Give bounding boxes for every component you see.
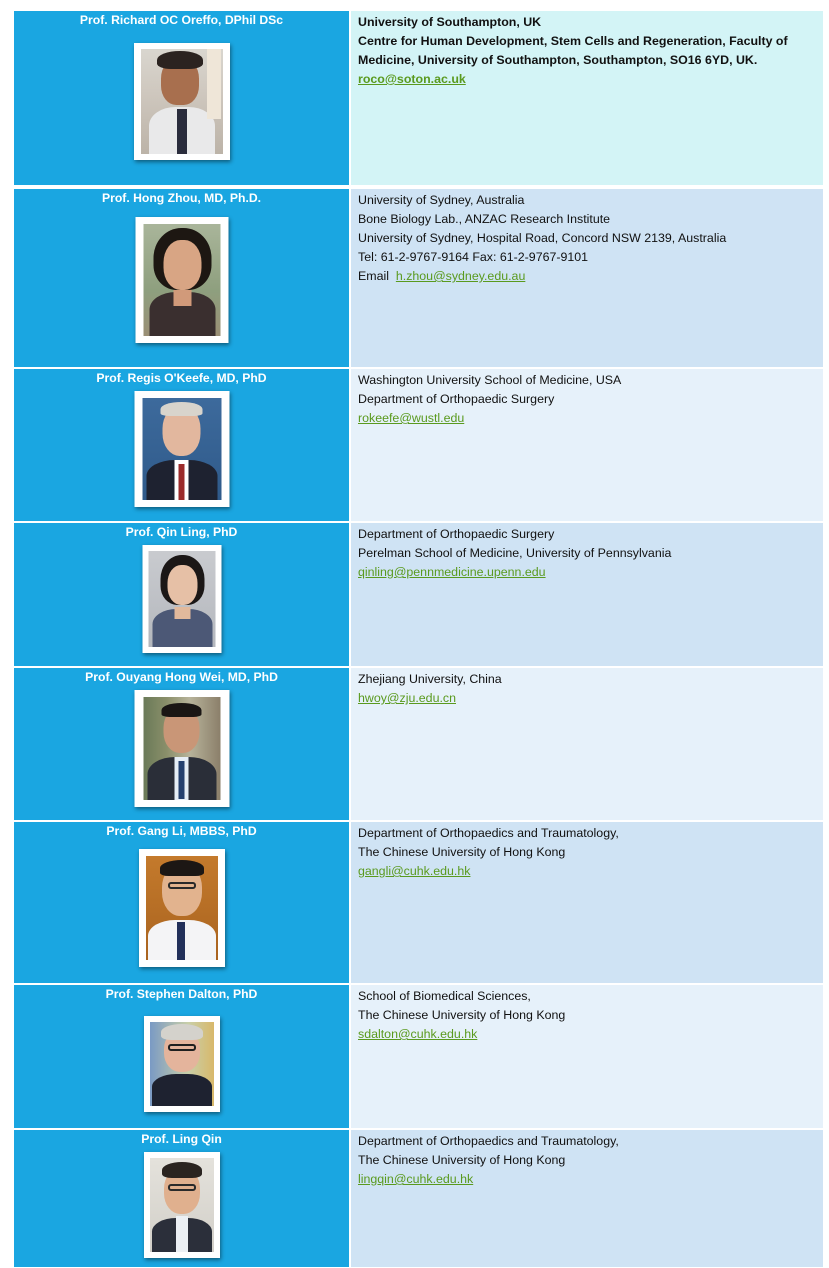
portrait-photo <box>134 690 229 807</box>
affiliation-line: The Chinese University of Hong Kong <box>358 1008 566 1022</box>
affiliation-line: The Chinese University of Hong Kong <box>358 845 566 859</box>
affiliation-line: Bone Biology Lab., ANZAC Research Institute <box>358 212 611 226</box>
affiliation-line: Department of Orthopaedic Surgery <box>358 392 555 406</box>
portrait-photo <box>142 545 221 653</box>
affiliation-line: University of Southampton, UK <box>358 15 542 29</box>
email-link[interactable]: sdalton@cuhk.edu.hk <box>358 1027 478 1041</box>
person-name: Prof. Gang Li, MBBS, PhD <box>106 824 257 838</box>
person-name: Prof. Stephen Dalton, PhD <box>105 987 258 1001</box>
name-cell <box>14 1130 351 1267</box>
portrait-photo <box>134 43 230 160</box>
address-line: University of Sydney, Hospital Road, Concord NSW 2139, Australia <box>358 231 727 245</box>
details-cell <box>351 523 823 666</box>
person-name: Prof. Richard OC Oreffo, DPhil DSc <box>79 13 284 27</box>
email-link[interactable]: roco@soton.ac.uk <box>358 72 466 86</box>
table-row <box>14 523 823 668</box>
name-cell <box>14 11 351 185</box>
affiliation-line: Centre for Human Development, Stem Cells and Regeneration, Faculty of Medicine, University of Southampton, Southampton, SO16 6YD, UK. <box>358 34 788 67</box>
table-row <box>14 822 823 985</box>
email-link[interactable]: h.zhou@sydney.edu.au <box>395 269 526 283</box>
name-cell <box>14 369 351 521</box>
details-cell <box>351 189 823 367</box>
contact-table <box>14 11 823 1267</box>
portrait-photo <box>139 849 225 967</box>
portrait-photo <box>144 1016 220 1112</box>
affiliation-line: Department of Orthopaedics and Traumatology, <box>358 1134 619 1148</box>
email-label: Email <box>358 269 389 283</box>
email-link[interactable]: qinling@pennmedicine.upenn.edu <box>358 565 546 579</box>
table-row <box>14 189 823 369</box>
table-row <box>14 668 823 822</box>
affiliation-line: Zhejiang University, China <box>358 672 502 686</box>
name-cell <box>14 985 351 1128</box>
email-link[interactable]: lingqin@cuhk.edu.hk <box>358 1172 474 1186</box>
portrait-photo <box>135 217 228 343</box>
name-cell <box>14 822 351 983</box>
phone-line: Tel: 61-2-9767-9164 Fax: 61-2-9767-9101 <box>358 250 589 264</box>
person-name: Prof. Ouyang Hong Wei, MD, PhD <box>85 670 278 684</box>
details-cell <box>351 11 823 185</box>
person-name: Prof. Qin Ling, PhD <box>125 525 238 539</box>
person-name: Prof. Regis O'Keefe, MD, PhD <box>96 371 267 385</box>
name-cell <box>14 668 351 820</box>
affiliation-line: University of Sydney, Australia <box>358 193 525 207</box>
table-row <box>14 369 823 523</box>
portrait-photo <box>134 391 229 507</box>
affiliation-line: Department of Orthopaedics and Traumatology, <box>358 826 619 840</box>
affiliation-line: The Chinese University of Hong Kong <box>358 1153 566 1167</box>
name-cell <box>14 189 351 367</box>
person-name: Prof. Ling Qin <box>141 1132 222 1146</box>
details-cell <box>351 1130 823 1267</box>
table-row <box>14 11 823 189</box>
details-cell <box>351 369 823 521</box>
affiliation-line: Department of Orthopaedic Surgery <box>358 527 555 541</box>
affiliation-line: Washington University School of Medicine, USA <box>358 373 622 387</box>
details-cell <box>351 822 823 983</box>
email-link[interactable]: gangli@cuhk.edu.hk <box>358 864 471 878</box>
person-name: Prof. Hong Zhou, MD, Ph.D. <box>101 191 262 205</box>
table-row <box>14 1130 823 1267</box>
portrait-photo <box>144 1152 220 1258</box>
affiliation-line: School of Biomedical Sciences, <box>358 989 531 1003</box>
name-cell <box>14 523 351 666</box>
email-link[interactable]: hwoy@zju.edu.cn <box>358 691 456 705</box>
table-row <box>14 985 823 1130</box>
affiliation-line: Perelman School of Medicine, University of Pennsylvania <box>358 546 672 560</box>
details-cell <box>351 668 823 820</box>
details-cell <box>351 985 823 1128</box>
email-link[interactable]: rokeefe@wustl.edu <box>358 411 465 425</box>
